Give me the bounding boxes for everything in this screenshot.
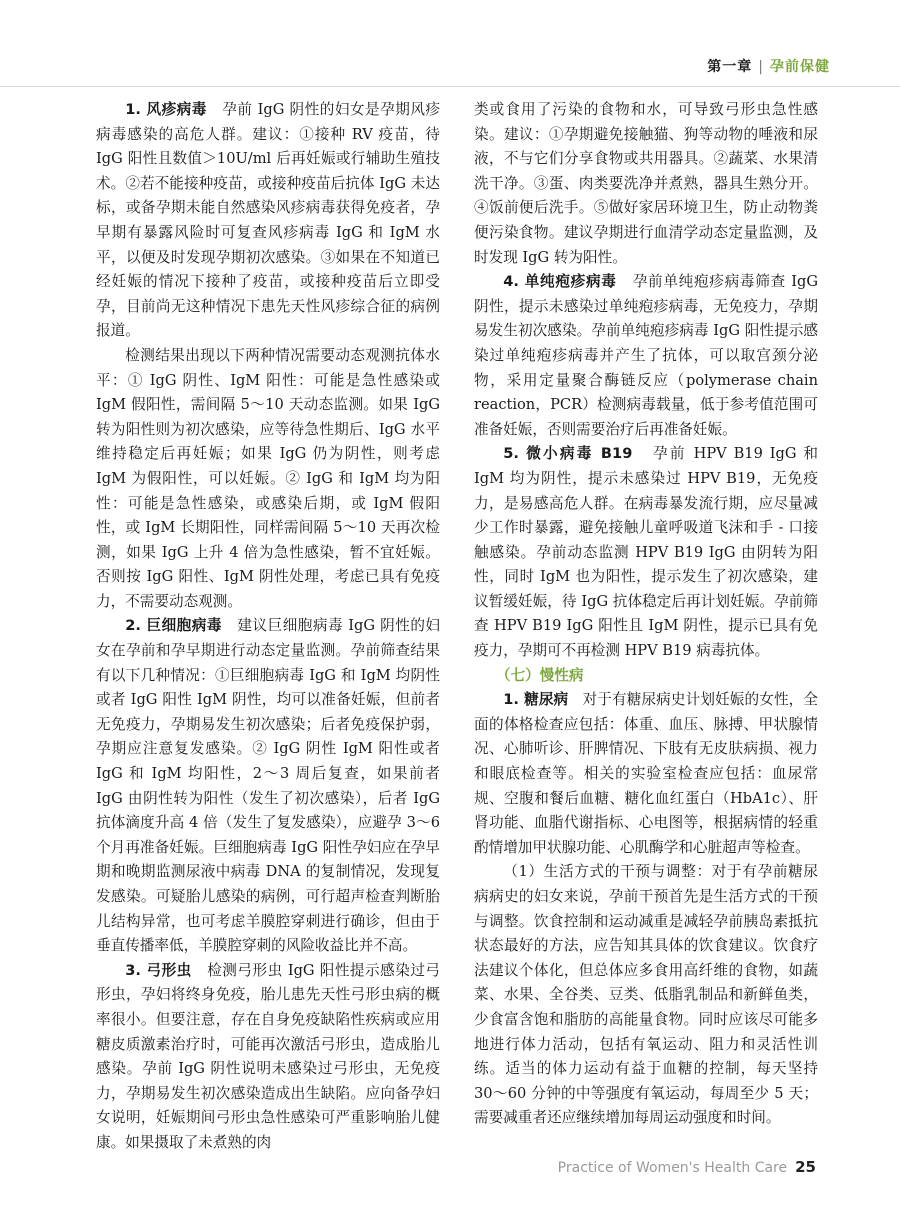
section-title-chronic: （七）慢性病 — [495, 666, 584, 684]
paragraph-detection — [96, 344, 440, 615]
heading-diabetes: 1. 糖尿病 — [503, 691, 569, 709]
heading-cmv: 2. 巨细胞病毒 — [125, 617, 222, 635]
paragraph-b19 — [474, 442, 818, 663]
text-diabetes: 对于有糖尿病史计划妊娠的女性，全面的体格检查应包括：体重、血压、脉搏、甲状腺情况、心肺听诊、肝脾情况、下肢有无皮肤病损、视力和眼底检查等。相关的实验室检查应包括：血尿常规、空腹和餐后血糖、糖化血红蛋白（HbA1c）、肝肾功能、血脂代谢指标、心电图等，根据病情的轻重酌情增加甲状腺功能、心肌酶学和心脏超声等检查。 — [474, 691, 818, 856]
right-column — [474, 98, 818, 1131]
text-hsv: 孕前单纯疱疹病毒筛查 IgG 阴性，提示未感染过单纯疱疹病毒，无免疫力，孕期易发生初次感染。孕前单纯疱疹病毒 IgG 阳性提示感染过单纯疱疹病毒并产生了抗体，可以取宫颈分泌物，采用定量聚合酶链反应（polymerase chain reaction，PCR）检测病毒载量，低于参考值范围可准备妊娠，否则需要治疗后再准备妊娠。 — [474, 273, 819, 438]
text-b19: 孕前 HPV B19 IgG 和 IgM 均为阴性，提示未感染过 HPV B19，无免疫力，是易感高危人群。在病毒暴发流行期，应尽量减少工作时暴露，避免接触儿童呼吸道飞沫和手 - 口接触感染。孕前动态监测 HPV B19 IgG 由阴转为阳性，同时 IgM 也为阳性，提示发生了初次感染，建议暂缓妊娠，待 IgG 抗体稳定后再计划妊娠。孕前筛查 HPV B19 IgG 阳性且 IgM 阴性，提示已具有免疫力，孕期可不再检测 HPV B19 病毒抗体。 — [474, 445, 819, 660]
heading-hsv: 4. 单纯疱疹病毒 — [503, 273, 617, 291]
header-rule — [0, 86, 900, 87]
paragraph-toxoplasma — [96, 959, 440, 1156]
text-toxoplasma: 检测弓形虫 IgG 阳性提示感染过弓形虫，孕妇将终身免疫，胎儿患先天性弓形虫病的概率很小。但要注意，存在自身免疫缺陷性疾病或应用糖皮质激素治疗时，可能再次激活弓形虫，造成胎儿感染。孕前 IgG 阴性说明未感染过弓形虫，无免疫力，孕期易发生初次感染造成出生缺陷。应向备孕妇女说明，妊娠期间弓形虫急性感染可严重影响胎儿健康。如果摄取了未煮熟的肉 — [96, 961, 441, 1151]
heading-toxoplasma: 3. 弓形虫 — [125, 961, 192, 979]
text-lifestyle: （1）生活方式的干预与调整：对于有孕前糖尿病病史的妇女来说，孕前干预首先是生活方式的干预与调整。饮食控制和运动减重是减轻孕前胰岛素抵抗状态最好的方法，应告知其具体的饮食建议。饮食疗法建议个体化，但总体应多食用高纤维的食物，如蔬菜、水果、全谷类、豆类、低脂乳制品和新鲜鱼类，少食富含饱和脂肪的高能量食物。同时应该尽可能多地进行体力活动，包括有氧运动、阻力和灵活性训练。适当的体力运动有益于血糖的控制，每天坚持 30～60 分钟的中等强度有氧运动，每周至少 5 天；需要减重者还应继续增加每周运动强度和时间。 — [474, 863, 818, 1127]
running-header — [707, 56, 830, 76]
paragraph-rubella — [96, 98, 440, 344]
text-detection: 检测结果出现以下两种情况需要动态观测抗体水平：① IgG 阴性、IgM 阳性：可能是急性感染或 IgM 假阳性，需间隔 5～10 天动态监测。如果 IgG 转为阳性则为初次感染，应等待急性期后、IgG 水平维持稳定后再妊娠；如果 IgG 仍为阴性，则考虑 IgM 为假阳性，可以妊娠。② IgG 和 IgM 均为阳性：可能是急性感染，或感染后期，或 IgM 假阳性，或 IgM 长期阳性，同样需间隔 5～10 天再次检测，如果 IgG 上升 4 倍为急性感染，暂不宜妊娠。否则按 IgG 阳性、IgM 阴性处理，考虑已具有免疫力，不需要动态观测。 — [96, 346, 440, 610]
paragraph-toxoplasma-cont — [474, 98, 818, 270]
text-cmv: 建议巨细胞病毒 IgG 阴性的妇女在孕前和孕早期进行动态定量监测。孕前筛查结果有以下几种情况：①巨细胞病毒 IgG 和 IgM 均阴性或者 IgG 阳性 IgM 阴性，均可以准备妊娠，但前者无免疫力，孕期易发生初次感染；后者免疫保护弱，孕期应注意复发感染。② IgG 阴性 IgM 阳性或者 IgG 和 IgM 均阳性，2～3 周后复查，如果前者 IgG 由阴性转为阳性（发生了初次感染），后者 IgG 抗体滴度升高 4 倍（发生了复发感染），应避孕 3～6 个月再准备妊娠。巨细胞病毒 IgG 阳性孕妇应在孕早期和晚期监测尿液中病毒 DNA 的复制情况，发现复发感染。可疑胎儿感染的病例，可行超声检查判断胎儿结构异常，也可考虑羊膜腔穿刺进行确诊，但由于垂直传播率低，羊膜腔穿刺的风险收益比并不高。 — [96, 617, 441, 955]
text-toxoplasma-cont: 类或食用了污染的食物和水，可导致弓形虫急性感染。建议：①孕期避免接触猫、狗等动物的唾液和尿液，不与它们分享食物或共用器具。②蔬菜、水果清洗干净。③蛋、肉类要洗净并煮熟，器具生熟分开。④饭前便后洗手。⑤做好家居环境卫生，防止动物粪便污染食物。建议孕期进行血清学动态定量监测，及时发现 IgG 转为阳性。 — [474, 101, 818, 266]
left-column — [96, 98, 440, 1156]
paragraph-diabetes — [474, 688, 818, 860]
page-footer — [558, 1158, 816, 1176]
chapter-label: 第一章 — [707, 59, 753, 75]
paragraph-lifestyle — [474, 860, 818, 1131]
chapter-title: 孕前保健 — [770, 59, 830, 75]
header-separator: | — [758, 59, 764, 75]
heading-b19: 5. 微小病毒 B19 — [503, 445, 633, 463]
text-rubella: 孕前 IgG 阴性的妇女是孕期风疹病毒感染的高危人群。建议：①接种 RV 疫苗，待 IgG 阳性且数值＞10U/ml 后再妊娠或行辅助生殖技术。②若不能接种疫苗，或接种疫苗后抗体 IgG 未达标，或备孕期未能自然感染风疹病毒获得免疫者，孕早期有暴露风险时可复查风疹病毒 IgG 和 IgM 水平，以便及时发现孕期初次感染。③如果在不知道已经妊娠的情况下接种了疫苗，或接种疫苗后立即受孕，目前尚无这种情况下患先天性风疹综合征的病例报道。 — [96, 101, 441, 340]
paragraph-hsv — [474, 270, 818, 442]
heading-rubella: 1. 风疹病毒 — [125, 101, 207, 118]
journal-title: Practice of Women's Health Care — [557, 1160, 788, 1176]
paragraph-cmv — [96, 614, 440, 958]
page-number: 25 — [795, 1158, 816, 1176]
